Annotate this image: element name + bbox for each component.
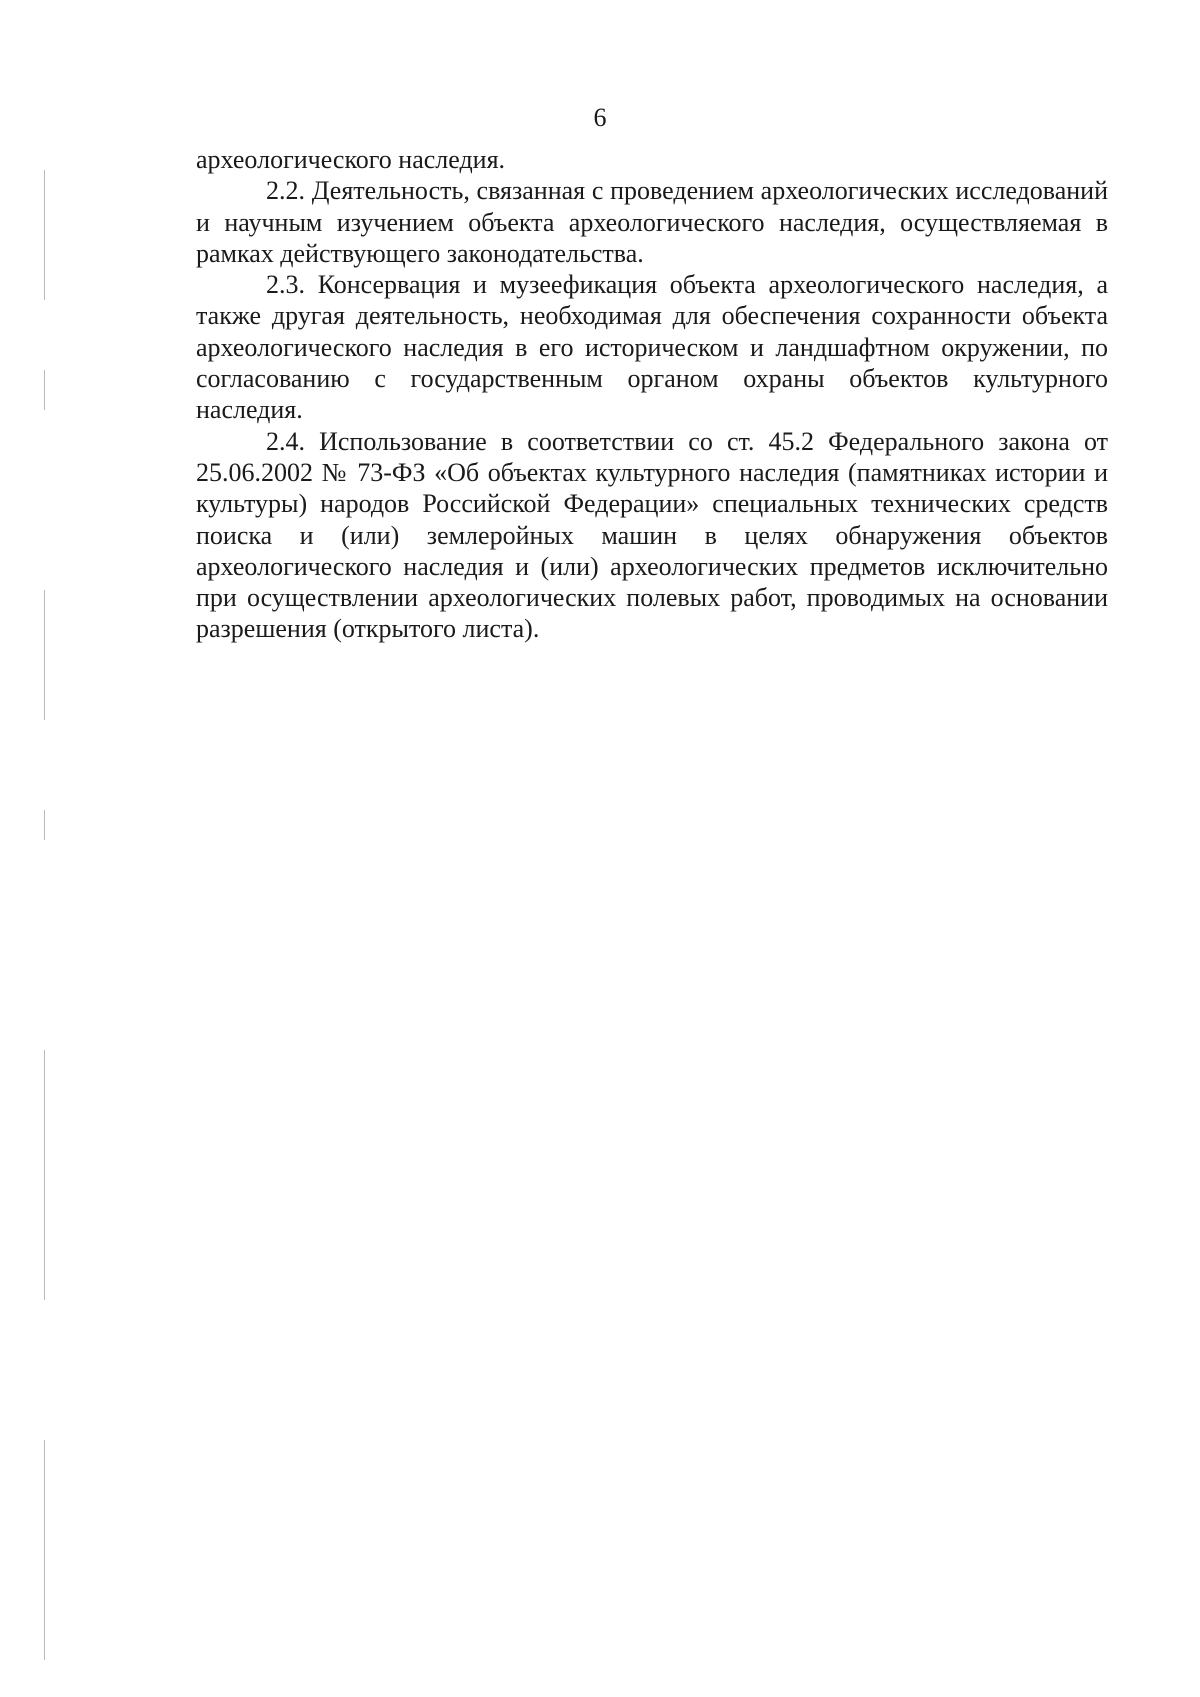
paragraph-continuation: археологического наследия. <box>196 145 506 174</box>
document-body <box>196 144 1108 645</box>
page-number: 6 <box>593 103 607 132</box>
paragraph-2-4: 2.4. Использование в соответствии со ст. 45.2 Федерального закона от 25.06.2002 № 73-ФЗ «Об объектах культурного наследия (памятниках истории и культуры) народов Российской Федерации» специальных технических средств поиска и (или) землеройных машин в целях обнаружения объектов археологического наследия и (или) археологических предметов исключительно при осуществлении археологических полевых работ, проводимых на основании разрешения (открытого листа). <box>196 426 1108 644</box>
paragraph-2-3: 2.3. Консервация и музеефикация объекта археологического наследия, а также другая деятельность, необходимая для обеспечения сохранности объекта археологического наследия в его историческом и ландшафтном окружении, по согласованию с государственным органом охраны объектов культурного наследия. <box>196 270 1108 425</box>
paragraph-2-2: 2.2. Деятельность, связанная с проведением археологических исследований и научным изучением объекта археологического наследия, осуществляемая в рамках действующего законодательства. <box>196 176 1108 268</box>
scan-artifacts <box>44 170 48 1670</box>
